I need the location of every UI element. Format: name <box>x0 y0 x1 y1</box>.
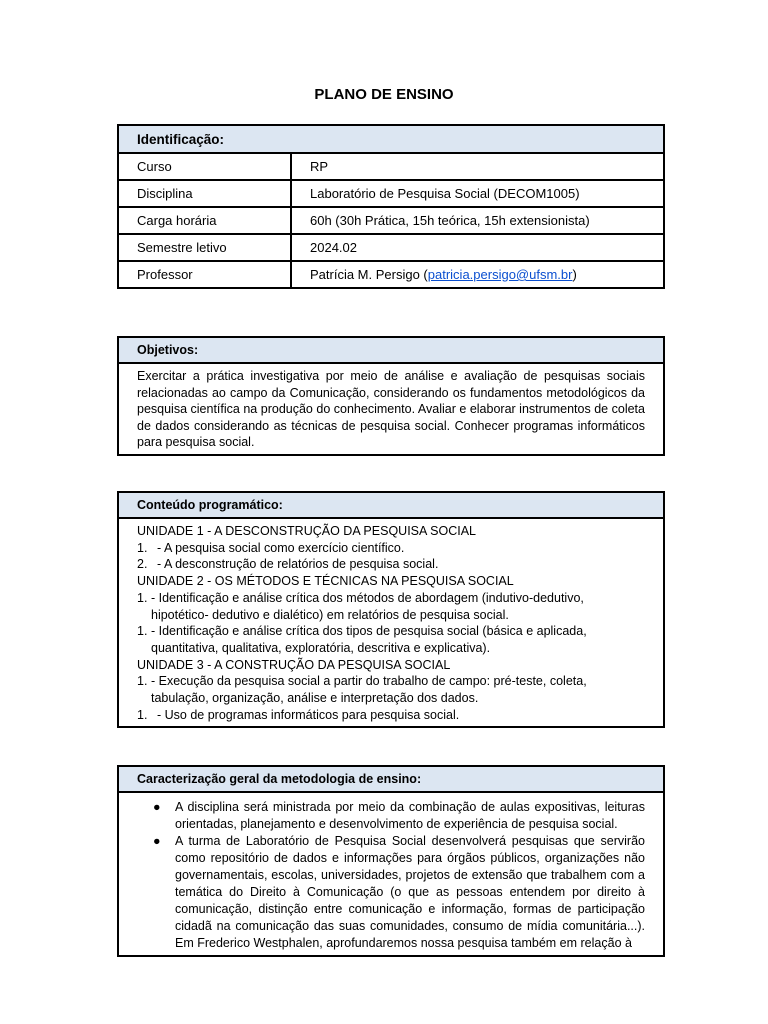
list-item <box>137 590 645 623</box>
row-label: Disciplina <box>118 180 291 207</box>
row-label: Semestre letivo <box>118 234 291 261</box>
professor-value <box>291 261 664 288</box>
professor-close: ) <box>572 267 577 282</box>
item-text: - A pesquisa social como exercício científico. <box>157 540 405 555</box>
list-item <box>137 623 645 656</box>
list-item <box>137 833 645 952</box>
item-text: A disciplina será ministrada por meio da combinação de aulas expositivas, leituras orientadas, planejamento e desenvolvimento de experiência de pesquisa social. <box>175 800 645 831</box>
item-number: 1. <box>137 674 148 689</box>
objectives-header: Objetivos: <box>119 338 663 364</box>
row-label: Carga horária <box>118 207 291 234</box>
item-text: - A desconstrução de relatórios de pesquisa social. <box>157 557 439 572</box>
page-title: PLANO DE ENSINO <box>314 86 454 103</box>
row-value: Laboratório de Pesquisa Social (DECOM1005) <box>291 180 664 207</box>
row-value: 60h (30h Prática, 15h teórica, 15h extensionista) <box>291 207 664 234</box>
list-item <box>137 556 645 573</box>
row-value: RP <box>291 153 664 180</box>
item-number: 2. <box>137 557 148 572</box>
unit-1-title: UNIDADE 1 - A DESCONSTRUÇÃO DA PESQUISA SOCIAL <box>137 524 476 538</box>
content-section <box>117 491 665 728</box>
item-number: 1. <box>137 624 148 639</box>
content-header: Conteúdo programático: <box>119 493 663 519</box>
objectives-section <box>117 336 665 456</box>
unit-3-title: UNIDADE 3 - A CONSTRUÇÃO DA PESQUISA SOCIAL <box>137 657 451 672</box>
table-row <box>118 153 664 180</box>
objectives-text: Exercitar a prática investigativa por meio de análise e avaliação de pesquisas sociais relacionadas ao campo da Comunicação, considerando os fundamentos metodológicos da pesquisa científica na produção do conhecimento. Avaliar e elaborar instrumentos de coleta de dados considerando as técnicas de pesquisa social. Conhecer programas informáticos para pesquisa social. <box>137 369 645 450</box>
item-text: - Identificação e análise crítica dos tipos de pesquisa social (básica e aplicada, quantitativa, qualitativa, exploratória, descritiva e explicativa). <box>151 624 587 655</box>
bullet-icon: ● <box>153 800 161 814</box>
table-row <box>118 207 664 234</box>
methodology-header: Caracterização geral da metodologia de ensino: <box>119 767 663 793</box>
list-item <box>137 673 645 706</box>
item-number: 1. <box>137 540 148 555</box>
item-text: - Execução da pesquisa social a partir do trabalho de campo: pré-teste, coleta, tabulação, organização, análise e interpretação dos dados. <box>151 674 587 706</box>
professor-email-link[interactable]: patricia.persigo@ufsm.br <box>427 267 573 282</box>
table-row <box>118 234 664 261</box>
item-text: - Identificação e análise crítica dos métodos de abordagem (indutivo-dedutivo, hipotético- dedutivo e dialético) em relatórios de pesquisa social. <box>151 590 584 622</box>
identification-table <box>117 124 665 289</box>
professor-name: Patrícia M. Persigo ( <box>310 267 428 282</box>
item-text: - Uso de programas informáticos para pesquisa social. <box>157 707 460 722</box>
row-value: 2024.02 <box>291 234 664 261</box>
row-label: Professor <box>118 261 291 288</box>
list-item <box>137 707 645 724</box>
identification-header: Identificação: <box>118 125 664 153</box>
item-number: 1. <box>137 590 148 605</box>
unit-2-title: UNIDADE 2 - OS MÉTODOS E TÉCNICAS NA PESQUISA SOCIAL <box>137 574 514 589</box>
table-row <box>118 261 664 288</box>
row-label: Curso <box>118 153 291 180</box>
methodology-section <box>117 765 665 957</box>
list-item <box>137 540 645 557</box>
list-item <box>137 799 645 833</box>
bullet-icon: ● <box>153 834 161 848</box>
item-number: 1. <box>137 707 148 722</box>
table-row <box>118 180 664 207</box>
item-text: A turma de Laboratório de Pesquisa Social desenvolverá pesquisas que servirão como repositório de dados e informações para órgãos públicos, organizações não governamentais, escolas, universidades, projetos de extensão que trabalhem com a temática do Direito à Comunicação (o que as pessoas entendem por direito à comunicação, distinção entre comunicação e informação, formas de participação cidadã na comunicação das suas comunidades, consumo de mídia comunitária...). Em Frederico Westphalen, aprofundaremos nossa pesquisa também em relação à <box>175 834 645 950</box>
